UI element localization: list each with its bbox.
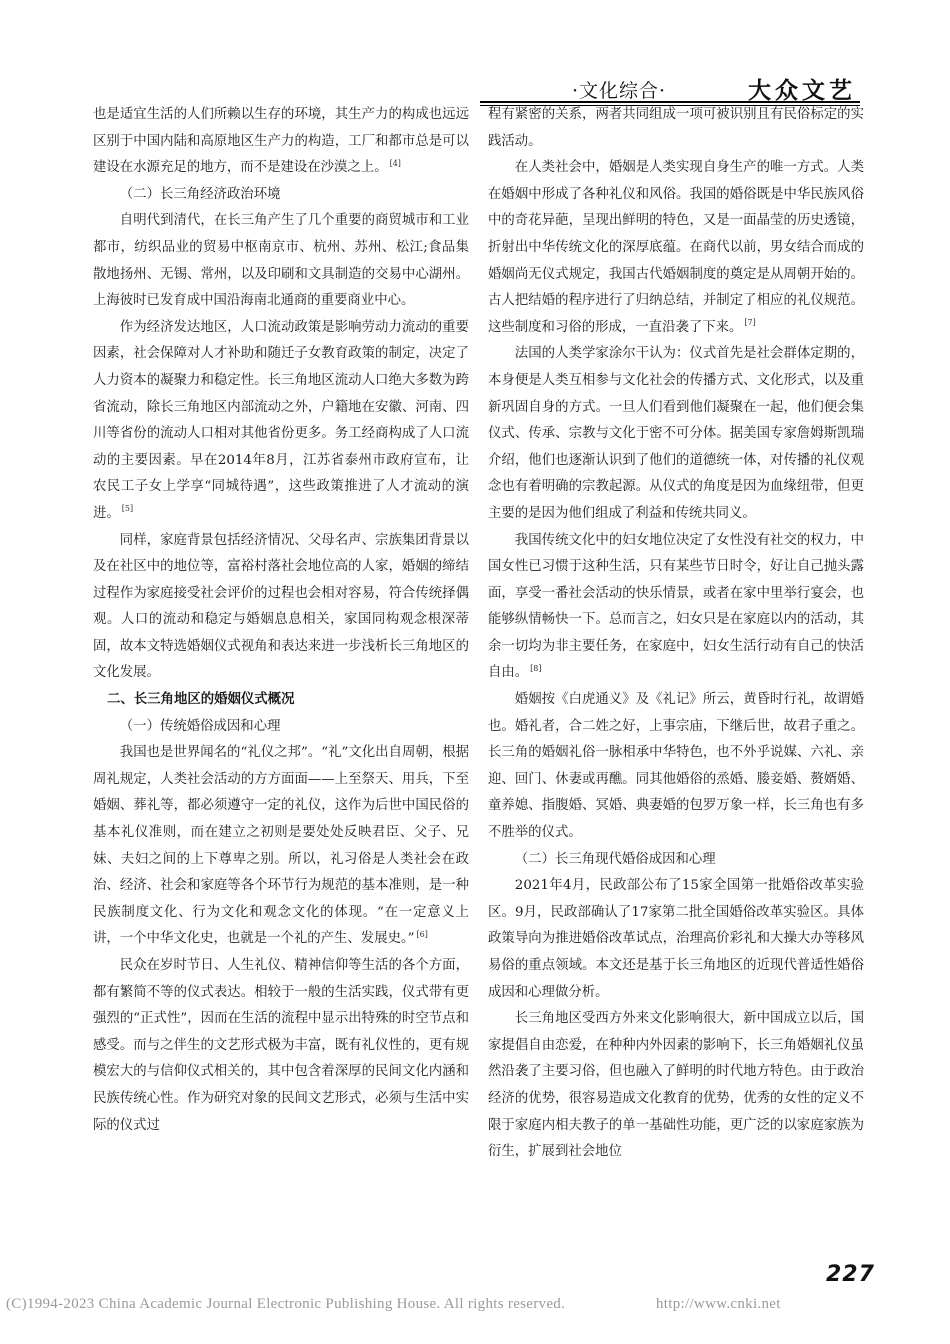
right-column (488, 102, 864, 1166)
paragraph: 长三角地区受西方外来文化影响很大，新中国成立以后，国家提倡自由恋爱，在种种内外因素的影响下，长三角婚姻礼仪虽然沿袭了主要习俗，但也融入了鲜明的时代地方特色。由于政治经济的优势，很容易造成文化教育的优势，优秀的女性的定义不限于家庭内相夫教子的单一基础性功能，更广泛的以家庭家族为衍生，扩展到社会地位 (488, 1011, 864, 1160)
subsection-heading: （一）传统婚俗成因和心理 (119, 718, 281, 734)
citation-ref[interactable]: [5] (121, 504, 134, 514)
paragraph: 作为经济发达地区，人口流动政策是影响劳动力流动的重要因素，社会保障对人才补助和随迁子女教育政策的制定，决定了人力资本的凝聚力和稳定性。长三角地区流动人口绝大多数为跨省流动，除长三角地区内部流动之外，户籍地在安徽、河南、四川等省份的流动人口相对其他省份更多。务工经商构成了人口流动的主要因素。早在2014年8月，江苏省泰州市政府宣布，让农民工子女上学享“同城待遇”，这些政策推进了人才流动的演进。 [5] (93, 319, 469, 521)
paragraph: 2021年4月，民政部公布了15家全国第一批婚俗改革实验区。9月，民政部确认了17家第二批全国婚俗改革实验区。具体政策导向为推进婚俗改革试点，治理高价彩礼和大操大办等移风易俗的重点领域。本文还是基于长三角地区的近现代普适性婚俗成因和心理做分析。 (488, 878, 864, 1000)
paragraph: 在人类社会中，婚姻是人类实现自身生产的唯一方式。人类在婚姻中形成了各种礼仪和风俗。我国的婚俗既是中华民族风俗中的奇花异葩，呈现出鲜明的特色，又是一面晶莹的历史透镜，折射出中华传统文化的深厚底蕴。在商代以前，男女结合而成的婚姻尚无仪式规定，我国古代婚姻制度的奠定是从周朝开始的。古人把结婚的程序进行了归纳总结，并制定了相应的礼仪规范。这些制度和习俗的形成，一直沿袭了下来。 [7] (488, 160, 864, 335)
subsection-heading: （二）长三角经济政治环境 (119, 186, 281, 202)
citation-ref[interactable]: [6] (416, 929, 428, 939)
paragraph: 法国的人类学家涂尔干认为：仪式首先是社会群体定期的，本身便是人类互相参与文化社会的传播方式、文化形式，以及重新巩固自身的方式。一旦人们看到他们凝聚在一起，他们便会集仪式、传承、宗教与文化于密不可分体。据美国专家詹姆斯凯瑞介绍，他们也逐渐认识到了他们的道德统一体，对传播的礼仪观念也有着明确的宗教起源。从仪式的角度是因为血缘纽带，但更主要的是因为他们组成了利益和传统共同义。 (488, 346, 864, 521)
citation-ref[interactable]: [8] (530, 664, 542, 673)
page-header (480, 72, 860, 102)
paragraph: 程有紧密的关系，两者共同组成一项可被识别且有民俗标定的实践活动。 (488, 107, 864, 149)
section-heading: 二、长三角地区的婚姻仪式概况 (107, 692, 295, 708)
paragraph: 我国也是世界闻名的“礼仪之邦”。“礼”文化出自周朝，根据周礼规定，人类社会活动的方方面面——上至祭天、用兵，下至婚姻、葬礼等，都必须遵守一定的礼仪，这作为后世中国民俗的基本礼仪准则，而在建立之初则是要处处反映君臣、父子、兄妹、夫妇之间的上下尊卑之别。所以，礼习俗是人类社会在政治、经济、社会和家庭等各个环节行为规范的基本准则，是一种民族制度文化、行为文化和观念文化的体现。“在一定意义上讲，一个中华文化史，也就是一个礼的产生、发展史。” [6] (93, 745, 469, 947)
subsection-heading: （二）长三角现代婚俗成因和心理 (514, 851, 716, 867)
footer-link[interactable]: http://www.cnki.net (656, 1296, 781, 1312)
left-column (93, 102, 469, 1139)
footer (6, 1296, 946, 1313)
section-name: ·文化综合· (572, 80, 667, 102)
copyright-notice: (C)1994-2023 China Academic Journal Electronic Publishing House. All rights reserved. (6, 1296, 566, 1312)
citation-ref[interactable]: [7] (744, 318, 756, 328)
citation-ref[interactable]: [4] (389, 158, 401, 168)
paragraph: 婚姻按《白虎通义》及《礼记》所云，黄昏时行礼，故谓婚也。婚礼者，合二姓之好，上事宗庙，下继后世，故君子重之。长三角的婚姻礼俗一脉相承中华特色，也不外乎说媒、六礼、亲迎、回门、休妻或再醮。同其他婚俗的烝婚、媵妾婚、赘婿婚、童养媳、指腹婚、冥婚、典妻婚的包罗万象一样，长三角也有多不胜举的仪式。 (488, 692, 864, 841)
journal-name: 大众文艺 (748, 77, 856, 104)
paragraph: 我国传统文化中的妇女地位决定了女性没有社交的权力，中国女性已习惯于这种生活，只有某些节日时令，好让自己抛头露面，享受一番社会活动的快乐情景，或者在家中里举行宴会，也能够纵情畅快一下。总而言之，妇女只是在家庭以内的活动，其余一切均为非主要任务，在家庭中，妇女生活行动有自己的快活自由。 [8] (488, 532, 864, 681)
paragraph: 同样，家庭背景包括经济情况、父母名声、宗族集团背景以及在社区中的地位等，富裕村落社会地位高的人家，婚姻的缔结过程作为家庭接受社会评价的过程也会相对容易，符合传统择偶观。人口的流动和稳定与婚姻息息相关，家国同构观念根深蒂固，故本文特选婚姻仪式视角和表达来进一步浅析长三角地区的文化发展。 (93, 532, 469, 681)
paragraph: 也是适宜生活的人们所赖以生存的环境，其生产力的构成也远远区别于中国内陆和高原地区生产力的构造，工厂和都市总是可以建设在水源充足的地方，而不是建设在沙漠之上。 [4] (93, 107, 469, 176)
page-number: 227 (826, 1262, 875, 1287)
paragraph: 自明代到清代，在长三角产生了几个重要的商贸城市和工业都市，纺织品业的贸易中枢南京市、杭州、苏州、松江;食品集散地扬州、无锡、常州，以及印刷和文具制造的交易中心湖州。上海彼时已发育成中国沿海南北通商的重要商业中心。 (93, 213, 469, 309)
paragraph: 民众在岁时节日、人生礼仪、精神信仰等生活的各个方面，都有繁简不等的仪式表达。相较于一般的生活实践，仪式带有更强烈的“正式性”，因而在生活的流程中显示出特殊的时空节点和感受。而与之伴生的文艺形式极为丰富，既有礼仪性的，更有规模宏大的与信仰仪式相关的，其中包含着深厚的民间文化内涵和民族传统心性。作为研究对象的民间文艺形式，必须与生活中实际的仪式过 (93, 958, 469, 1133)
